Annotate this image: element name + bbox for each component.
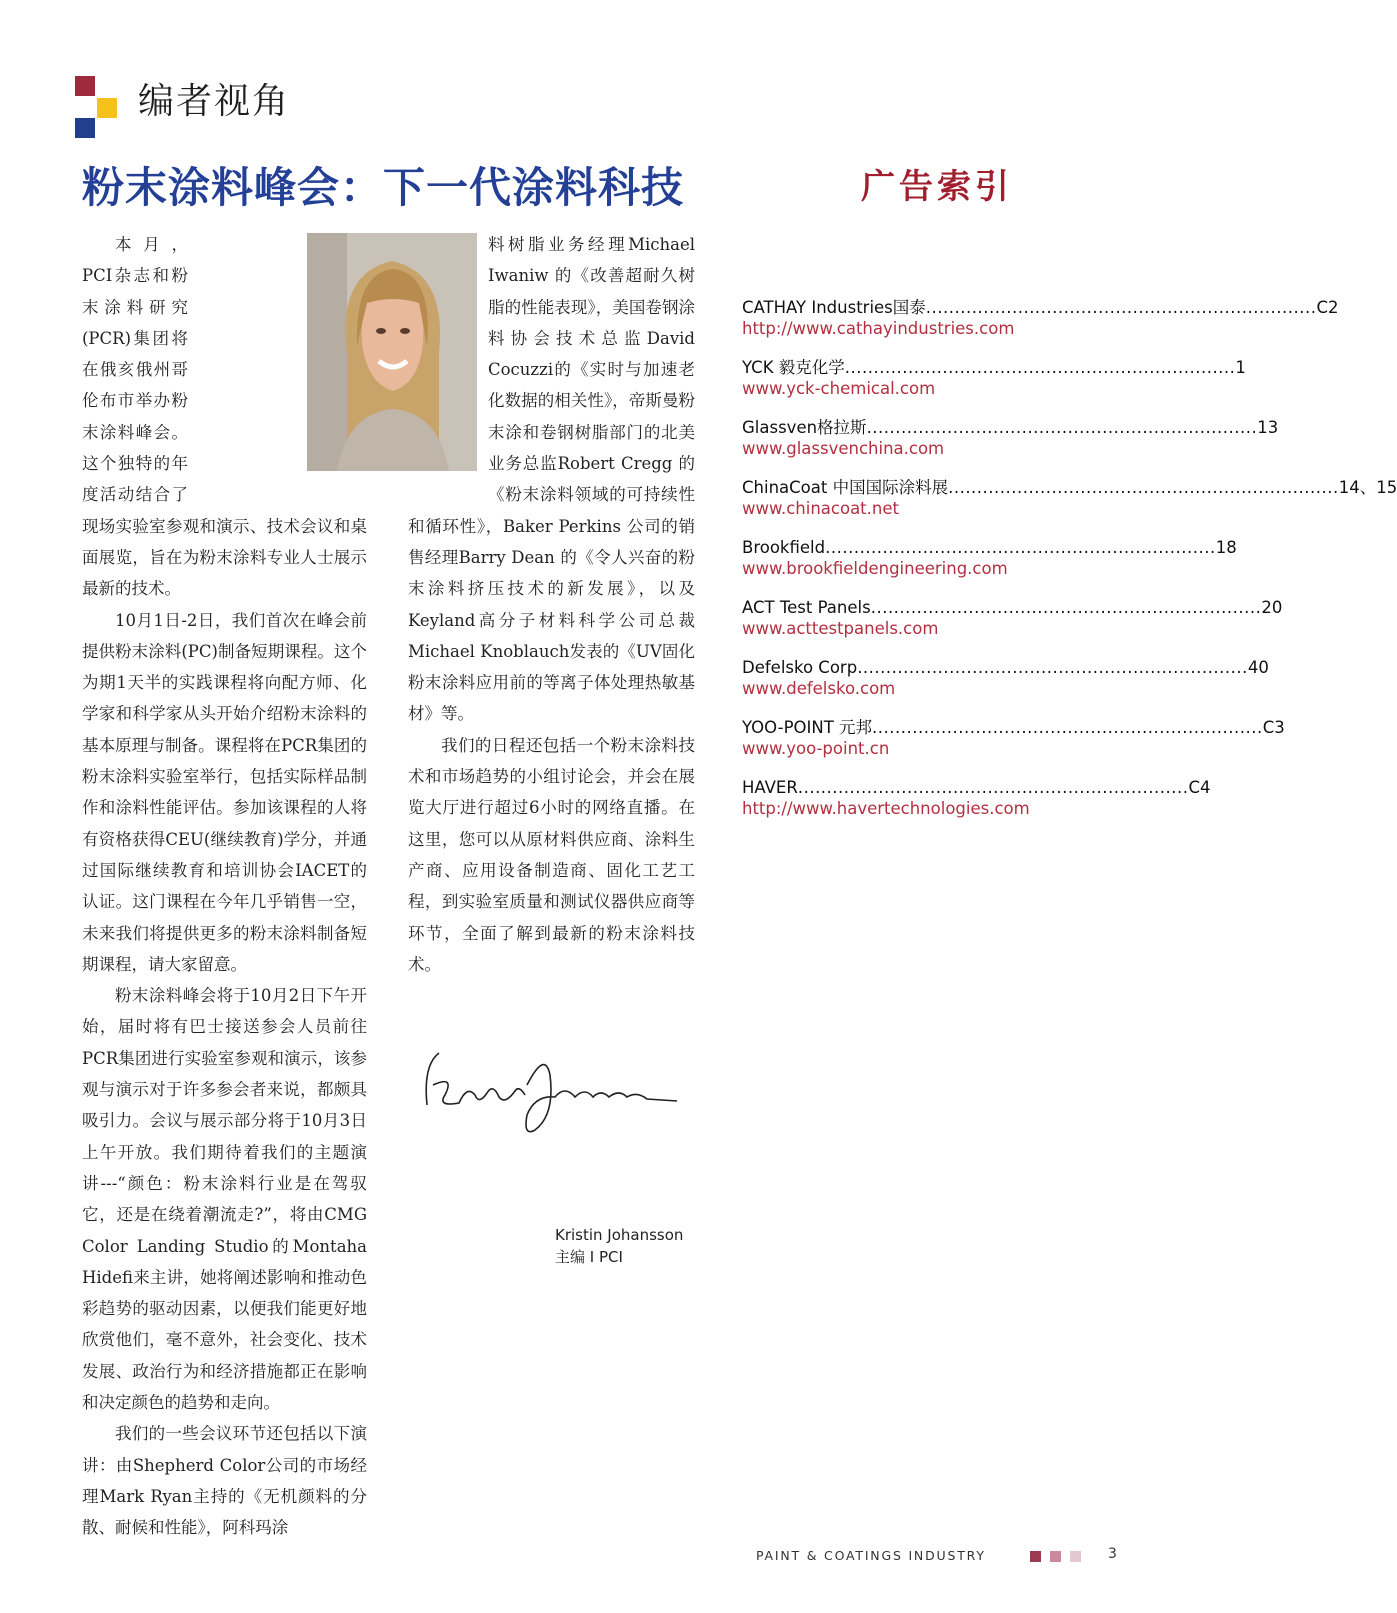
ad-page-number: 13 [1257,418,1279,437]
advertiser-name: ACT Test Panels [742,598,871,617]
ad-page-number: C2 [1316,298,1339,317]
ad-entry [742,538,1237,598]
ad-index-title: 广告索引 [861,167,1013,207]
footer-square-icon [1070,1551,1081,1562]
leader-dots: .................................................................... [872,718,1263,737]
leader-dots: .................................................................... [797,778,1189,797]
paragraph: 料树脂业务经理Michael Iwaniw 的《改善超耐久树脂的性能表现》，美国卷钢涂料协会技术总监David Cocuzzi的《实时与加速老化数据的相关性》，帝斯曼粉末涂和卷钢树脂部门的北美业务总监Robert Cregg 的《粉末涂料领域的可持续性和循环性》，Baker Perkins 公司的销售经理Barry Dean 的《令人兴奋的粉末涂料挤压技术的新发展》，以及Keyland高分子材料科学公司总裁Michael Knoblauch发表的《UV固化粉末涂料应用前的等离子体处理热敏基材》等。 [408,235,695,724]
ad-page-number: C4 [1188,778,1211,797]
leader-dots: .................................................................... [825,538,1216,557]
page-number: 3 [1108,1546,1117,1562]
ad-entry [742,298,1339,358]
leader-dots: .................................................................... [844,358,1236,377]
paragraph: 我们的一些会议环节还包括以下演讲：由Shepherd Color公司的市场经理Mark Ryan主持的《无机颜料的分散、耐候和性能》，阿科玛涂 [82,1424,367,1538]
advertiser-name: Defelsko Corp [742,658,858,677]
signature-role: 主编 I PCI [555,1248,623,1266]
signature-name: Kristin Johansson [555,1226,684,1244]
ad-entry [742,358,1246,418]
footer-publication: PAINT & COATINGS INDUSTRY [756,1548,986,1563]
advertiser-name: YCK 毅克化学 [742,358,845,377]
handwritten-signature [415,1045,695,1145]
ad-entry [742,598,1283,658]
section-title: 编者视角 [138,81,291,122]
ad-page-number: 40 [1247,658,1269,677]
advertiser-link[interactable]: www.chinacoat.net [742,499,899,518]
advertiser-link[interactable]: www.yck-chemical.com [742,379,936,398]
author-photo [307,233,477,471]
advertiser-name: YOO-POINT 元邦 [742,718,873,737]
leader-dots: .................................................................... [948,478,1339,497]
ad-page-number: 18 [1215,538,1237,557]
paragraph: 粉末涂料峰会将于10月2日下午开始，届时将有巴士接送参会人员前往PCR集团进行实验室参观和演示，该参观与演示对于许多参会者来说，都颇具吸引力。会议与展示部分将于10月3日上午开放。我们期待着我们的主题演讲---“颜色：粉末涂料行业是在驾驭它，还是在绕着潮流走?”，将由CMG Color Landing Studio的Montaha Hidefi来主讲，她将阐述影响和推动色彩趋势的驱动因素，以便我们能更好地欣赏他们，毫不意外，社会变化、技术发展、政治行为和经济措施都正在影响和决定颜色的趋势和走向。 [82,986,367,1412]
ad-index-list [742,298,1397,838]
ad-page-number: 1 [1235,358,1246,377]
footer-square-icon [1050,1551,1061,1562]
footer-square-icon [1030,1551,1041,1562]
advertiser-name: Brookfield [742,538,826,557]
ad-entry [742,718,1285,778]
ad-entry [742,418,1279,478]
ad-entry [742,478,1397,538]
advertiser-link[interactable]: www.defelsko.com [742,679,896,698]
advertiser-link[interactable]: www.glassvenchina.com [742,439,945,458]
advertiser-name: CATHAY Industries国泰 [742,298,926,317]
advertiser-link[interactable]: http://www.cathayindustries.com [742,319,1015,338]
advertiser-name: ChinaCoat 中国国际涂料展 [742,478,949,497]
advertiser-link[interactable]: http://www.havertechnologies.com [742,799,1030,818]
paragraph: 我们的日程还包括一个粉末涂料技术和市场趋势的小组讨论会，并会在展览大厅进行超过6小时的网络直播。在这里，您可以从原材料供应商、涂料生产商、应用设备制造商、固化工艺工程，到实验室质量和测试仪器供应商等环节，全面了解到最新的粉末涂料技术。 [408,735,695,974]
portrait-illustration [307,233,477,471]
advertiser-link[interactable]: www.acttestpanels.com [742,619,939,638]
ad-page-number: 20 [1261,598,1283,617]
advertiser-name: Glassven格拉斯 [742,418,867,437]
leader-dots: .................................................................... [870,598,1262,617]
ad-entry [742,778,1211,838]
leader-dots: .................................................................... [866,418,1258,437]
section-logo [75,76,120,140]
ad-page-number: 14、15 [1338,478,1397,497]
ad-page-number: C3 [1262,718,1285,737]
paragraph: 10月1日-2日，我们首次在峰会前提供粉末涂料(PC)制备短期课程。这个为期1天半的实践课程将向配方师、化学家和科学家从头开始介绍粉末涂料的基本原理与制备。课程将在PCR集团的粉末涂料实验室举行，包括实际样品制作和涂料性能评估。参加该课程的人将有资格获得CEU(继续教育)学分，并通过国际继续教育和培训协会IACET的认证。这门课程在今年几乎销售一空，未来我们将提供更多的粉末涂料制备短期课程，请大家留意。 [82,610,367,974]
advertiser-link[interactable]: www.brookfieldengineering.com [742,559,1008,578]
leader-dots: .................................................................... [925,298,1317,317]
advertiser-link[interactable]: www.yoo-point.cn [742,739,890,758]
article-headline: 粉末涂料峰会：下一代涂料科技 [82,163,685,212]
ad-entry [742,658,1269,718]
paragraph: 本月，PCI杂志和粉末涂料研究(PCR)集团将在俄亥俄州哥伦布市举办粉末涂料峰会。这个独特的年度活动结合了现场实验室参观和演示、技术会议和桌面展览，旨在为粉末涂料专业人士展示最新的技术。 [82,235,367,599]
leader-dots: .................................................................... [857,658,1248,677]
advertiser-name: HAVER [742,778,798,797]
